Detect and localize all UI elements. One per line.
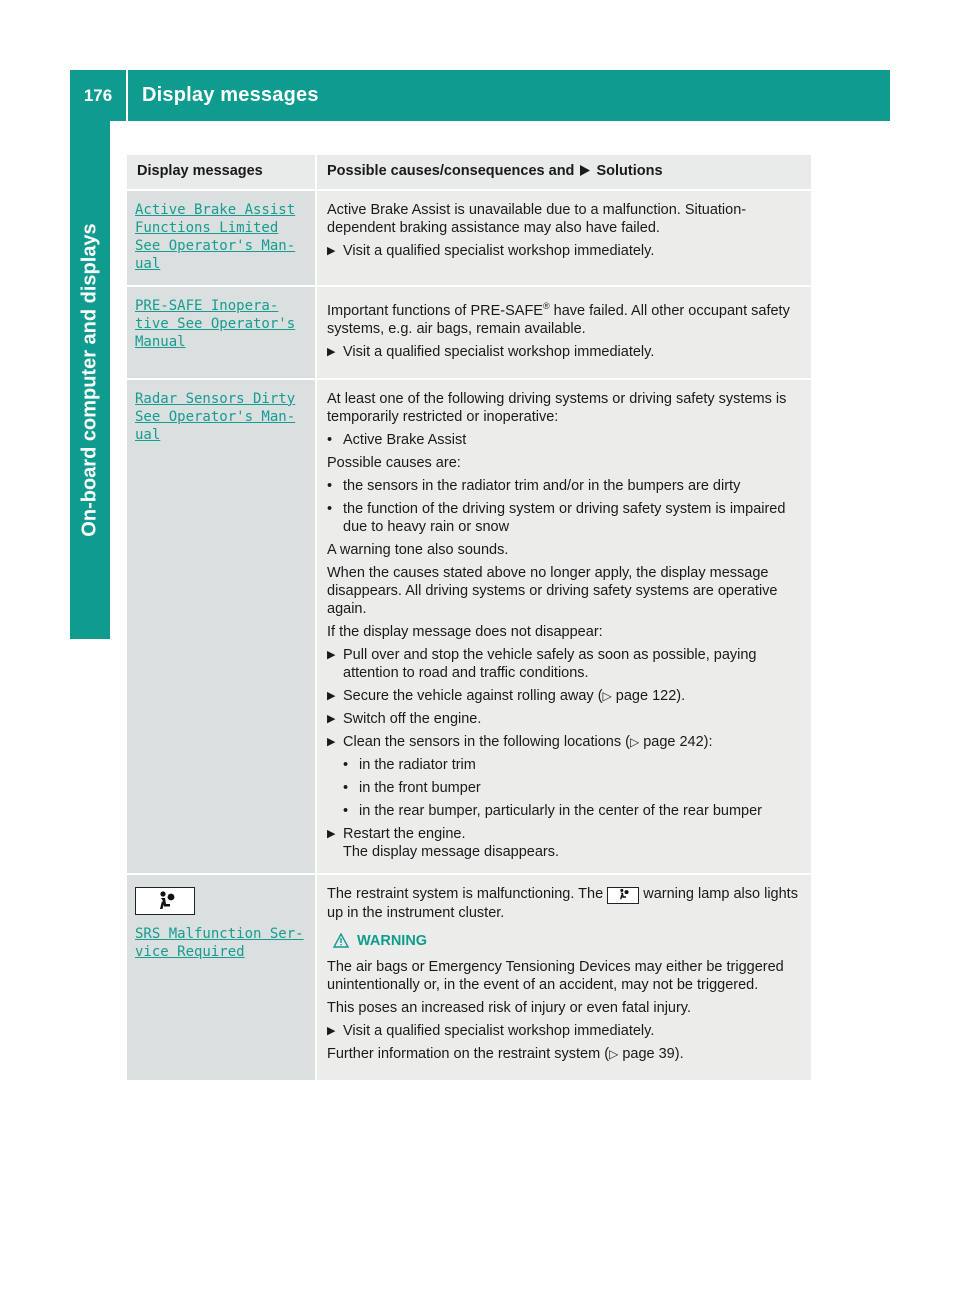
bullet-text: in the front bumper: [359, 779, 481, 796]
paragraph: The air bags or Emergency Tensioning Devices may either be triggered unintentionally or, in the event of an accident, may not be triggered.: [327, 958, 784, 993]
table-row: [127, 190, 811, 286]
action-result: The display message disappears.: [343, 843, 560, 860]
display-message-text: Active Brake Assist Functions Limited See Operator's Man‐ ual: [135, 202, 296, 272]
action-text-part: Clean the sensors in the following locations (: [343, 733, 630, 750]
display-message-text: PRE-SAFE Inopera‐ tive See Operator's Manual: [135, 298, 296, 350]
action-text-part: Secure the vehicle against rolling away (: [343, 687, 603, 704]
airbag-warning-lamp-icon: [607, 887, 639, 904]
action-step: [327, 733, 805, 751]
action-step: [327, 825, 805, 843]
arrow-right-icon: ▶: [327, 689, 336, 702]
paragraph-text: Further information on the restraint system (: [327, 1045, 610, 1062]
paragraph: [327, 1045, 805, 1063]
display-message-cell: [127, 379, 316, 874]
arrow-right-icon: ▶: [327, 712, 336, 725]
action-text: Visit a qualified specialist workshop immediately.: [343, 343, 655, 360]
display-messages-table: [127, 155, 811, 1080]
paragraph: This poses an increased risk of injury or even fatal injury.: [327, 999, 692, 1016]
bullet-item: [327, 756, 805, 774]
bullet-icon: •: [327, 431, 333, 448]
page-reference-icon: ▷: [609, 1046, 619, 1061]
action-step: [327, 1022, 805, 1040]
solution-cell: [316, 874, 811, 1080]
page-header: [70, 70, 890, 121]
paragraph: Active Brake Assist is unavailable due to a malfunction. Situation-dependent braking assistance may also have failed.: [327, 202, 747, 236]
page-reference-icon: ▷: [602, 688, 612, 703]
arrow-right-icon: ▶: [327, 345, 336, 358]
bullet-text: the function of the driving system or driving safety system is impaired due to heavy rain or snow: [343, 500, 786, 535]
warning-heading: [333, 932, 805, 950]
display-message-cell: [127, 190, 316, 286]
action-text: Switch off the engine.: [343, 710, 482, 727]
table-header-row: [127, 155, 811, 190]
bullet-item: [327, 802, 805, 820]
bullet-text: in the radiator trim: [359, 756, 476, 773]
column-header-solutions-text: Solutions: [596, 163, 663, 179]
action-text: [343, 687, 685, 705]
bullet-icon: •: [327, 477, 333, 494]
table-row: [127, 286, 811, 379]
action-text: Visit a qualified specialist workshop immediately.: [343, 243, 655, 259]
warning-triangle-icon: [333, 933, 349, 948]
action-step: [327, 646, 805, 682]
bullet-text: Active Brake Assist: [343, 431, 467, 448]
solution-cell: [316, 379, 811, 874]
table-row: [127, 874, 811, 1080]
action-step: [327, 687, 805, 705]
paragraph: Possible causes are:: [327, 454, 461, 471]
section-tab-label: On-board computer and displays: [78, 223, 101, 537]
paragraph-text: warning lamp also lights up in the instrument cluster.: [327, 885, 798, 921]
arrow-right-icon: ▶: [327, 735, 336, 748]
display-message-text: Radar Sensors Dirty See Operator's Man‐ ual: [135, 390, 296, 443]
arrow-right-icon: ▶: [327, 245, 336, 257]
paragraph-text: The restraint system is malfunctioning. The: [327, 885, 604, 902]
bullet-item: [327, 431, 805, 449]
bullet-text: in the rear bumper, particularly in the center of the rear bumper: [359, 802, 762, 819]
paragraph: When the causes stated above no longer apply, the display message disappears. All driving systems or driving safety systems are operative again.: [327, 564, 778, 617]
bullet-icon: •: [343, 756, 349, 773]
action-text: Restart the engine.: [343, 825, 466, 842]
bullet-item: [327, 500, 805, 536]
bullet-item: [327, 779, 805, 797]
arrow-right-icon: [580, 165, 590, 176]
action-step: [327, 710, 805, 728]
column-header-messages: Display messages: [127, 155, 316, 190]
page-reference-link[interactable]: page 242):: [643, 733, 713, 750]
paragraph: A warning tone also sounds.: [327, 541, 509, 558]
action-text: Pull over and stop the vehicle safely as soon as possible, paying attention to road and traffic conditions.: [343, 646, 757, 681]
action-step: [327, 343, 805, 361]
paragraph: [327, 885, 805, 922]
registered-mark: ®: [542, 301, 550, 311]
arrow-right-icon: ▶: [327, 648, 336, 661]
column-header-solutions: [316, 155, 811, 190]
display-message-cell: [127, 874, 316, 1080]
page-reference-link[interactable]: page 122).: [615, 687, 686, 704]
paragraph: [327, 297, 805, 338]
page-number: 176: [70, 70, 128, 121]
column-header-text: Possible causes/consequences and: [327, 163, 575, 179]
action-text: Visit a qualified specialist workshop immediately.: [343, 1022, 655, 1039]
table-row: [127, 379, 811, 874]
bullet-text: the sensors in the radiator trim and/or in the bumpers are dirty: [343, 477, 741, 494]
solution-cell: [316, 190, 811, 286]
airbag-person-icon: [154, 890, 176, 912]
bullet-icon: •: [343, 802, 349, 819]
page-title: Display messages: [142, 84, 319, 106]
display-message-text: SRS Malfunction Ser‐ vice Required: [135, 925, 304, 960]
bullet-item: [327, 477, 805, 495]
display-message-cell: [127, 286, 316, 379]
paragraph: At least one of the following driving systems or driving safety systems is temporarily restricted or inoperative:: [327, 390, 787, 425]
page-reference-link[interactable]: page 39).: [622, 1045, 684, 1062]
action-step: [327, 242, 805, 260]
action-text: [343, 733, 713, 751]
arrow-right-icon: ▶: [327, 1024, 336, 1037]
airbag-warning-lamp-icon: [135, 887, 195, 915]
arrow-right-icon: ▶: [327, 827, 336, 840]
bullet-icon: •: [343, 779, 349, 796]
warning-label: WARNING: [357, 932, 428, 949]
section-tab: [70, 121, 110, 639]
solution-cell: [316, 286, 811, 379]
paragraph-text: have failed. All other occupant safety systems, e.g. air bags, remain available.: [327, 302, 790, 337]
bullet-icon: •: [327, 500, 333, 517]
page-reference-icon: ▷: [629, 734, 640, 749]
paragraph-text: Important functions of PRE-SAFE: [327, 302, 543, 319]
paragraph: If the display message does not disappear:: [327, 623, 603, 640]
